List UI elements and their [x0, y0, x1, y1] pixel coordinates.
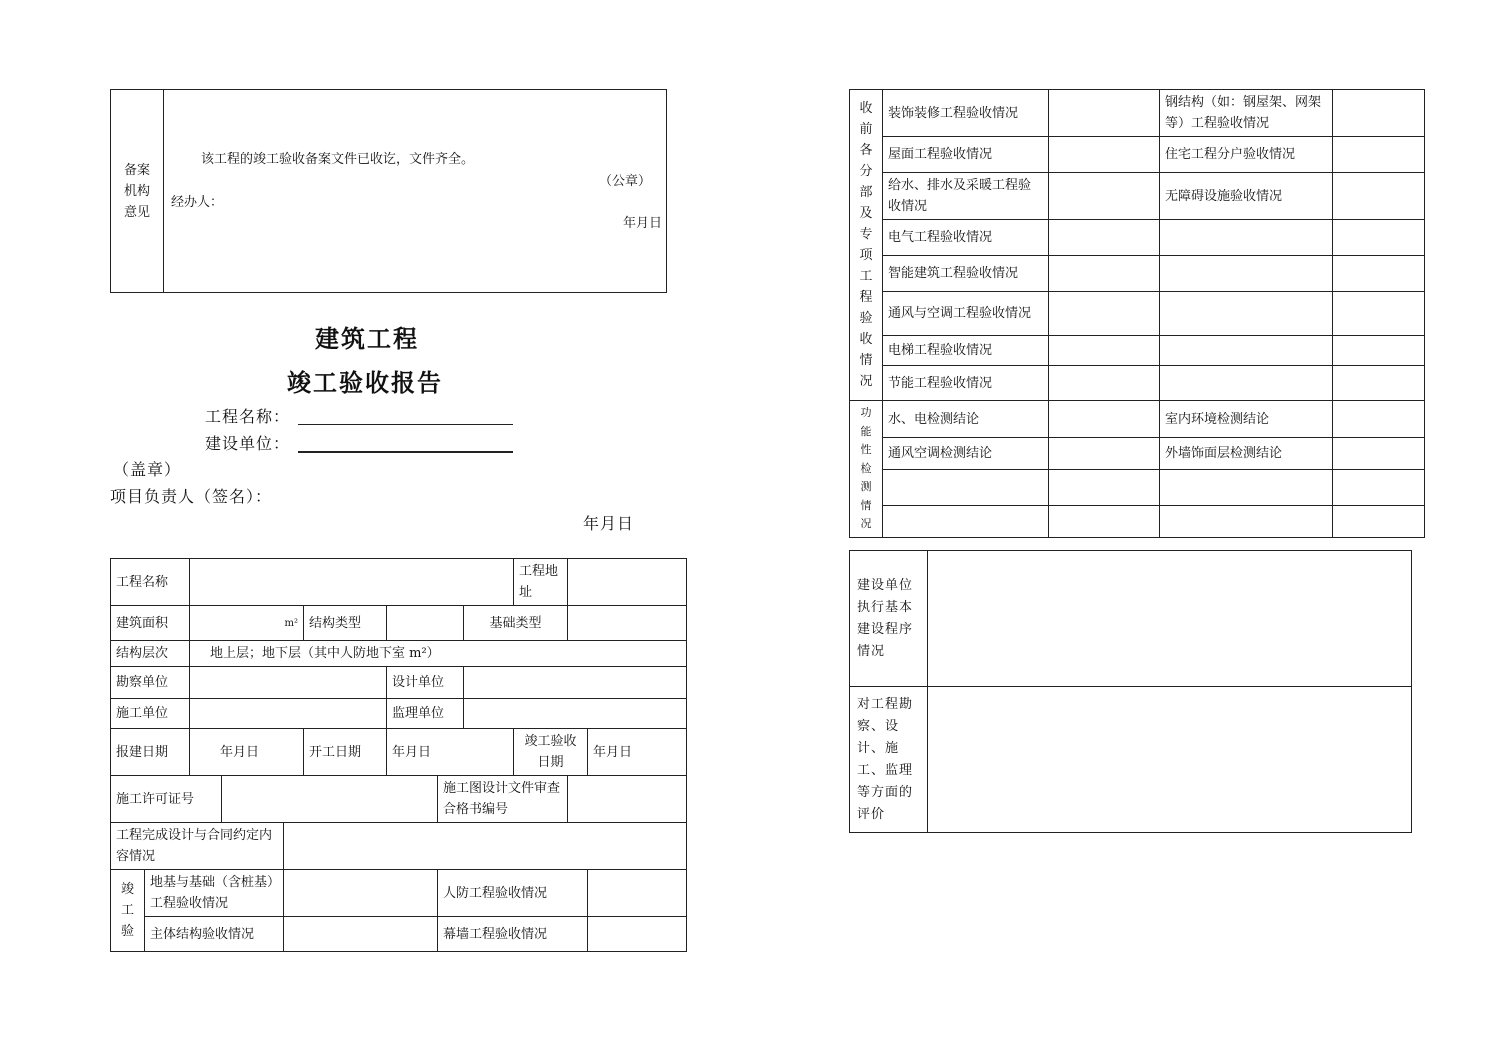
- vertical-char: 专: [859, 227, 873, 242]
- acceptance-item-value[interactable]: [1333, 220, 1425, 256]
- foundation-acceptance-cell: 地基与基础（含桩基）工程验收情况: [145, 870, 284, 917]
- acceptance-item-value[interactable]: [1333, 256, 1425, 292]
- vertical-char: 收: [859, 332, 873, 347]
- builder-procedure-label: 建设单位执行基本建设程序情况: [850, 551, 928, 687]
- acceptance-item-value[interactable]: [1333, 366, 1425, 401]
- civil-defense-acceptance-value[interactable]: [588, 870, 687, 917]
- vertical-char: 能: [860, 424, 872, 438]
- vertical-char: 前: [859, 122, 873, 137]
- acceptance-item-value[interactable]: [1333, 506, 1425, 538]
- vertical-char: 性: [860, 443, 872, 457]
- acceptance-item-value[interactable]: [1333, 137, 1425, 173]
- acceptance-item-value[interactable]: [1049, 470, 1160, 506]
- functional-test-vertical-label: [850, 401, 883, 538]
- supervision-unit-cell: 监理单位: [387, 699, 464, 729]
- vertical-char: 验: [859, 311, 873, 326]
- acceptance-item-label: [1160, 220, 1333, 256]
- structure-floors-cell: 结构层次: [111, 641, 190, 667]
- acceptance-item-label: 通风空调检测结论: [883, 438, 1049, 470]
- acceptance-item-value[interactable]: [1049, 137, 1160, 173]
- builder-label: 建设单位：: [205, 434, 291, 453]
- main-structure-acceptance-value[interactable]: [284, 917, 438, 952]
- record-label-line: 备案: [123, 162, 150, 178]
- vertical-char: 验: [120, 924, 134, 939]
- acceptance-item-value[interactable]: [1333, 173, 1425, 220]
- acceptance-item-label: [883, 506, 1049, 538]
- vertical-char: 况: [860, 517, 872, 531]
- acceptance-item-value[interactable]: [1049, 256, 1160, 292]
- main-structure-acceptance-cell: 主体结构验收情况: [145, 917, 284, 952]
- record-date: 年月日: [623, 216, 663, 231]
- curtain-wall-acceptance-value[interactable]: [588, 917, 687, 952]
- start-date-value[interactable]: 年月日: [387, 729, 514, 776]
- acceptance-item-value[interactable]: [1049, 292, 1160, 336]
- acceptance-item-label: 电梯工程验收情况: [883, 336, 1049, 366]
- project-address-cell: 工程地址: [514, 559, 568, 606]
- curtain-wall-acceptance-cell: 幕墙工程验收情况: [438, 917, 588, 952]
- vertical-char: 情: [860, 498, 872, 512]
- acceptance-item-value[interactable]: [1333, 438, 1425, 470]
- survey-unit-value[interactable]: [190, 667, 387, 699]
- builder-procedure-value[interactable]: [928, 551, 1412, 687]
- structure-type-value[interactable]: [387, 606, 464, 641]
- completion-date-cell: 竣工验收日期: [514, 729, 588, 776]
- builder-input[interactable]: [298, 429, 513, 453]
- project-info-table: [110, 558, 687, 952]
- construction-unit-value[interactable]: [190, 699, 387, 729]
- vertical-char: 检: [860, 461, 872, 475]
- vertical-char: 功: [860, 406, 872, 420]
- vertical-char: 竣: [120, 882, 134, 897]
- structure-floors-value[interactable]: 地上层；地下层（其中人防地下室 m²）: [190, 641, 687, 667]
- record-statement: 该工程的竣工验收备案文件已收讫，文件齐全。: [201, 152, 475, 167]
- survey-unit-cell: 勘察单位: [111, 667, 190, 699]
- acceptance-item-value[interactable]: [1049, 220, 1160, 256]
- report-title-line2: 竣工验收报告: [287, 368, 443, 397]
- acceptance-item-label: [1160, 506, 1333, 538]
- acceptance-row: [850, 220, 1425, 256]
- acceptance-item-value[interactable]: [1333, 401, 1425, 438]
- civil-defense-acceptance-cell: 人防工程验收情况: [438, 870, 588, 917]
- building-area-value[interactable]: m²: [190, 606, 304, 641]
- report-date: 年月日: [583, 514, 635, 533]
- report-date-value[interactable]: 年月日: [190, 729, 304, 776]
- acceptance-item-label: 无障碍设施验收情况: [1160, 173, 1333, 220]
- acceptance-item-label: 电气工程验收情况: [883, 220, 1049, 256]
- acceptance-item-label: 室内环境检测结论: [1160, 401, 1333, 438]
- vertical-char: 况: [859, 374, 873, 389]
- acceptance-item-label: [1160, 256, 1333, 292]
- manager-signature-label: 项目负责人（签名）：: [110, 487, 273, 506]
- record-seal: （公章）: [599, 174, 652, 189]
- design-unit-value[interactable]: [464, 667, 687, 699]
- acceptance-item-value[interactable]: [1333, 336, 1425, 366]
- vertical-char: 项: [859, 248, 873, 263]
- construction-unit-cell: 施工单位: [111, 699, 190, 729]
- permit-no-value[interactable]: [222, 776, 438, 823]
- acceptance-item-value[interactable]: [1333, 292, 1425, 336]
- report-date-cell: 报建日期: [111, 729, 190, 776]
- project-evaluation-label: 对工程勘察、设计、施工、监理等方面的评价: [850, 687, 928, 833]
- seal-label: （盖章）: [113, 460, 182, 479]
- acceptance-item-label: 住宅工程分户验收情况: [1160, 137, 1333, 173]
- building-area-cell: 建筑面积: [111, 606, 190, 641]
- vertical-char: 测: [860, 480, 872, 494]
- acceptance-item-value[interactable]: [1049, 336, 1160, 366]
- record-label-line: 意见: [123, 204, 150, 220]
- acceptance-item-value[interactable]: [1049, 366, 1160, 401]
- supervision-unit-value[interactable]: [464, 699, 687, 729]
- acceptance-item-label: 装饰装修工程验收情况: [883, 90, 1049, 137]
- vertical-char: 各: [859, 143, 873, 158]
- start-date-cell: 开工日期: [304, 729, 387, 776]
- acceptance-row: [850, 173, 1425, 220]
- vertical-char: 情: [859, 353, 873, 368]
- acceptance-item-label: 屋面工程验收情况: [883, 137, 1049, 173]
- acceptance-row: [850, 256, 1425, 292]
- acceptance-item-label: 外墙饰面层检测结论: [1160, 438, 1333, 470]
- evaluation-table: [849, 550, 1412, 833]
- completion-date-value[interactable]: 年月日: [588, 729, 687, 776]
- foundation-type-value[interactable]: [568, 606, 687, 641]
- vertical-char: 及: [859, 206, 873, 221]
- structure-type-cell: 结构类型: [304, 606, 387, 641]
- acceptance-item-label: 水、电检测结论: [883, 401, 1049, 438]
- project-name-value[interactable]: [190, 559, 514, 606]
- foundation-type-cell: 基础类型: [464, 606, 568, 641]
- acceptance-item-label: 钢结构（如：钢屋架、网架等）工程验收情况: [1160, 90, 1333, 137]
- permit-no-cell: 施工许可证号: [111, 776, 222, 823]
- drawing-review-cell: 施工图设计文件审查合格书编号: [438, 776, 568, 823]
- design-contract-cell: 工程完成设计与合同约定内容情况: [111, 823, 284, 870]
- project-name-label: 工程名称：: [205, 407, 291, 426]
- acceptance-row: [850, 506, 1425, 538]
- acceptance-item-value[interactable]: [1049, 173, 1160, 220]
- vertical-char: 工: [120, 903, 134, 918]
- acceptance-row: [850, 336, 1425, 366]
- acceptance-item-label: 节能工程验收情况: [883, 366, 1049, 401]
- vertical-char: 部: [859, 185, 873, 200]
- drawing-review-value[interactable]: [568, 776, 687, 823]
- acceptance-row: [850, 470, 1425, 506]
- acceptance-item-value[interactable]: [1049, 401, 1160, 438]
- design-contract-value[interactable]: [284, 823, 687, 870]
- report-title-line1: 建筑工程: [315, 324, 419, 353]
- record-handler-label: 经办人：: [171, 195, 224, 210]
- vertical-char: 程: [859, 290, 873, 305]
- acceptance-item-label: [1160, 336, 1333, 366]
- sub-project-acceptance-table: [849, 89, 1425, 538]
- acceptance-item-value[interactable]: [1333, 90, 1425, 137]
- acceptance-item-label: 给水、排水及采暖工程验收情况: [883, 173, 1049, 220]
- acceptance-item-value[interactable]: [1049, 438, 1160, 470]
- acceptance-item-label: [883, 470, 1049, 506]
- record-opinion-box: [110, 89, 667, 293]
- acceptance-row: [850, 292, 1425, 336]
- acceptance-item-label: [1160, 366, 1333, 401]
- pre-acceptance-vertical-label: [850, 90, 883, 401]
- acceptance-item-label: 智能建筑工程验收情况: [883, 256, 1049, 292]
- record-opinion-label: [111, 90, 164, 292]
- vertical-char: 收: [859, 101, 873, 116]
- acceptance-item-label: [1160, 470, 1333, 506]
- acceptance-item-value[interactable]: [1049, 506, 1160, 538]
- foundation-acceptance-value[interactable]: [284, 870, 438, 917]
- acceptance-row: [850, 438, 1425, 470]
- acceptance-row: [850, 137, 1425, 173]
- acceptance-row: [850, 366, 1425, 401]
- acceptance-item-label: 通风与空调工程验收情况: [883, 292, 1049, 336]
- project-evaluation-value[interactable]: [928, 687, 1412, 833]
- acceptance-row: [850, 90, 1425, 137]
- vertical-char: 分: [859, 164, 873, 179]
- project-address-value[interactable]: [568, 559, 687, 606]
- acceptance-item-label: [1160, 292, 1333, 336]
- vertical-char: 工: [859, 269, 873, 284]
- project-name-cell: 工程名称: [111, 559, 190, 606]
- acceptance-vertical-label: [111, 870, 145, 952]
- design-unit-cell: 设计单位: [387, 667, 464, 699]
- acceptance-row: [850, 401, 1425, 438]
- record-label-line: 机构: [123, 183, 150, 199]
- project-name-input[interactable]: [298, 402, 513, 425]
- acceptance-item-value[interactable]: [1049, 90, 1160, 137]
- acceptance-item-value[interactable]: [1333, 470, 1425, 506]
